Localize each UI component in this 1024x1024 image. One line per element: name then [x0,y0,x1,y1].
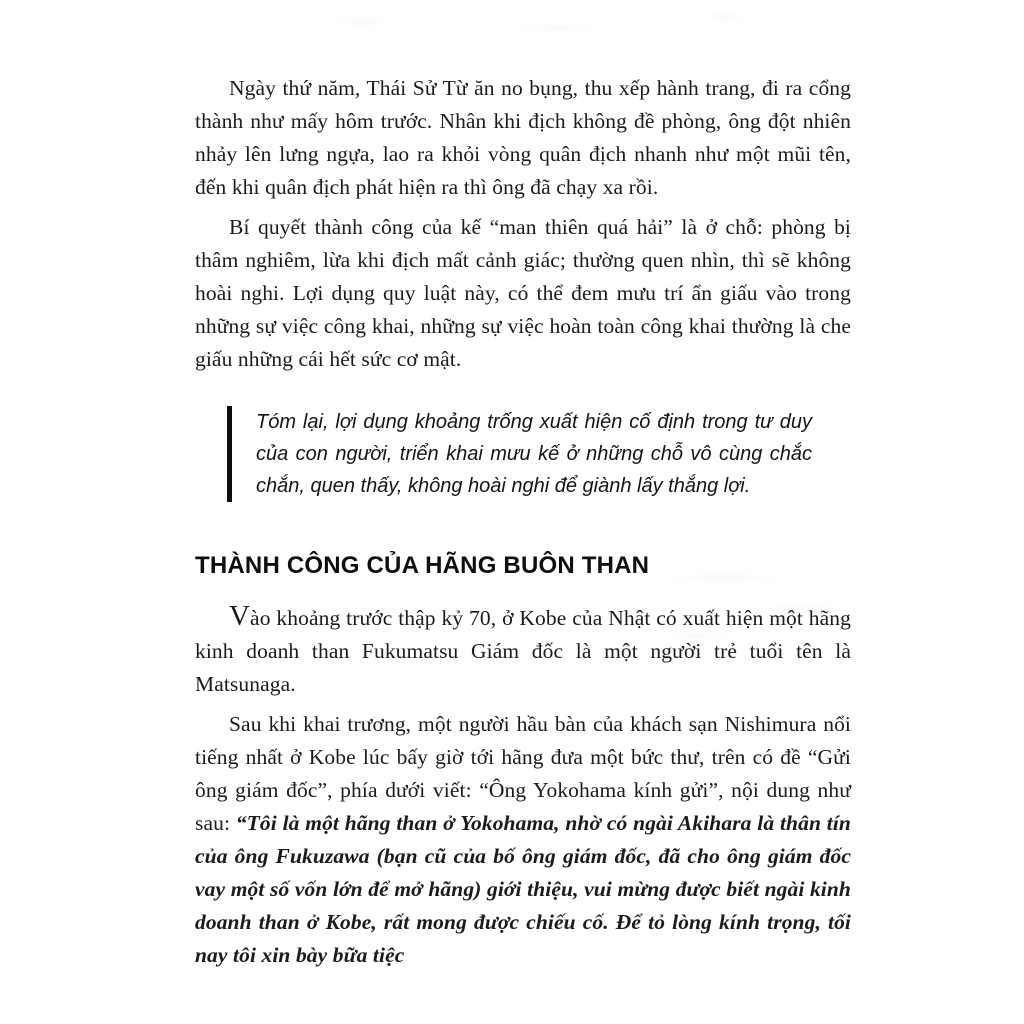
paragraph-2: Bí quyết thành công của kế “man thiên quá hải” là ở chỗ: phòng bị thâm nghiêm, lừa khi địch mất cảnh giác; thường quen nhìn, thì sẽ không hoài nghi. Lợi dụng quy luật này, có thể đem mưu trí ẩn giấu vào trong những sự việc công khai, những sự việc hoàn toàn công khai thường là che giấu những cái hết sức cơ mật. [195,215,851,371]
paragraph-1: Ngày thứ năm, Thái Sử Từ ăn no bụng, thu xếp hành trang, đi ra cổng thành như mấy hôm trước. Nhân khi địch không đề phòng, ông đột nhiên nhảy lên lưng ngựa, lao ra khỏi vòng quân địch nhanh như một mũi tên, đến khi quân địch phát hiện ra thì ông đã chạy xa rồi. [195,76,851,199]
quote-left-bar [227,406,232,502]
section-heading: THÀNH CÔNG CỦA HÃNG BUÔN THAN [195,552,650,579]
paragraph-4-lead: Sau khi khai trương, một người hầu bàn của khách sạn Nishimura nổi tiếng nhất ở Kobe lúc bấy giờ tới hãng đưa một bức thư, trên có đề “Gửi ông giám đốc”, phía dưới viết: “Ông Yokohama kính gửi”, nội dung như sau: [195,712,851,835]
paragraph-3-initial: V [229,600,251,632]
paragraph-3 [195,602,851,701]
scan-artifact-top [250,6,810,44]
paragraph-4-letter-quote: “Tôi là một hãng than ở Yokohama, nhờ có ngài Akihara là thân tín của ông Fukuzawa (bạn cũ của bố ông giám đốc, đã cho ông giám đốc vay một số vốn lớn để mở hãng) giới thiệu, vui mừng được biết ngài kinh doanh than ở Kobe, rất mong được chiếu cố. Để tỏ lòng kính trọng, tối nay tôi xin bày bữa tiệc [195,811,851,967]
paragraph-3-text: ào khoảng trước thập kỷ 70, ở Kobe của Nhật có xuất hiện một hãng kinh doanh than Fukumatsu Giám đốc là một người trẻ tuổi tên là Matsunaga. [195,606,851,696]
paragraph-4 [195,708,851,972]
page-content [195,72,851,979]
summary-quote-block [227,406,812,502]
summary-quote-text: Tóm lại, lợi dụng khoảng trống xuất hiện cố định trong tư duy của con người, triển khai mưu kế ở những chỗ vô cùng chắc chắn, quen thấy, không hoài nghi để giành lấy thắng lợi. [256,411,812,497]
